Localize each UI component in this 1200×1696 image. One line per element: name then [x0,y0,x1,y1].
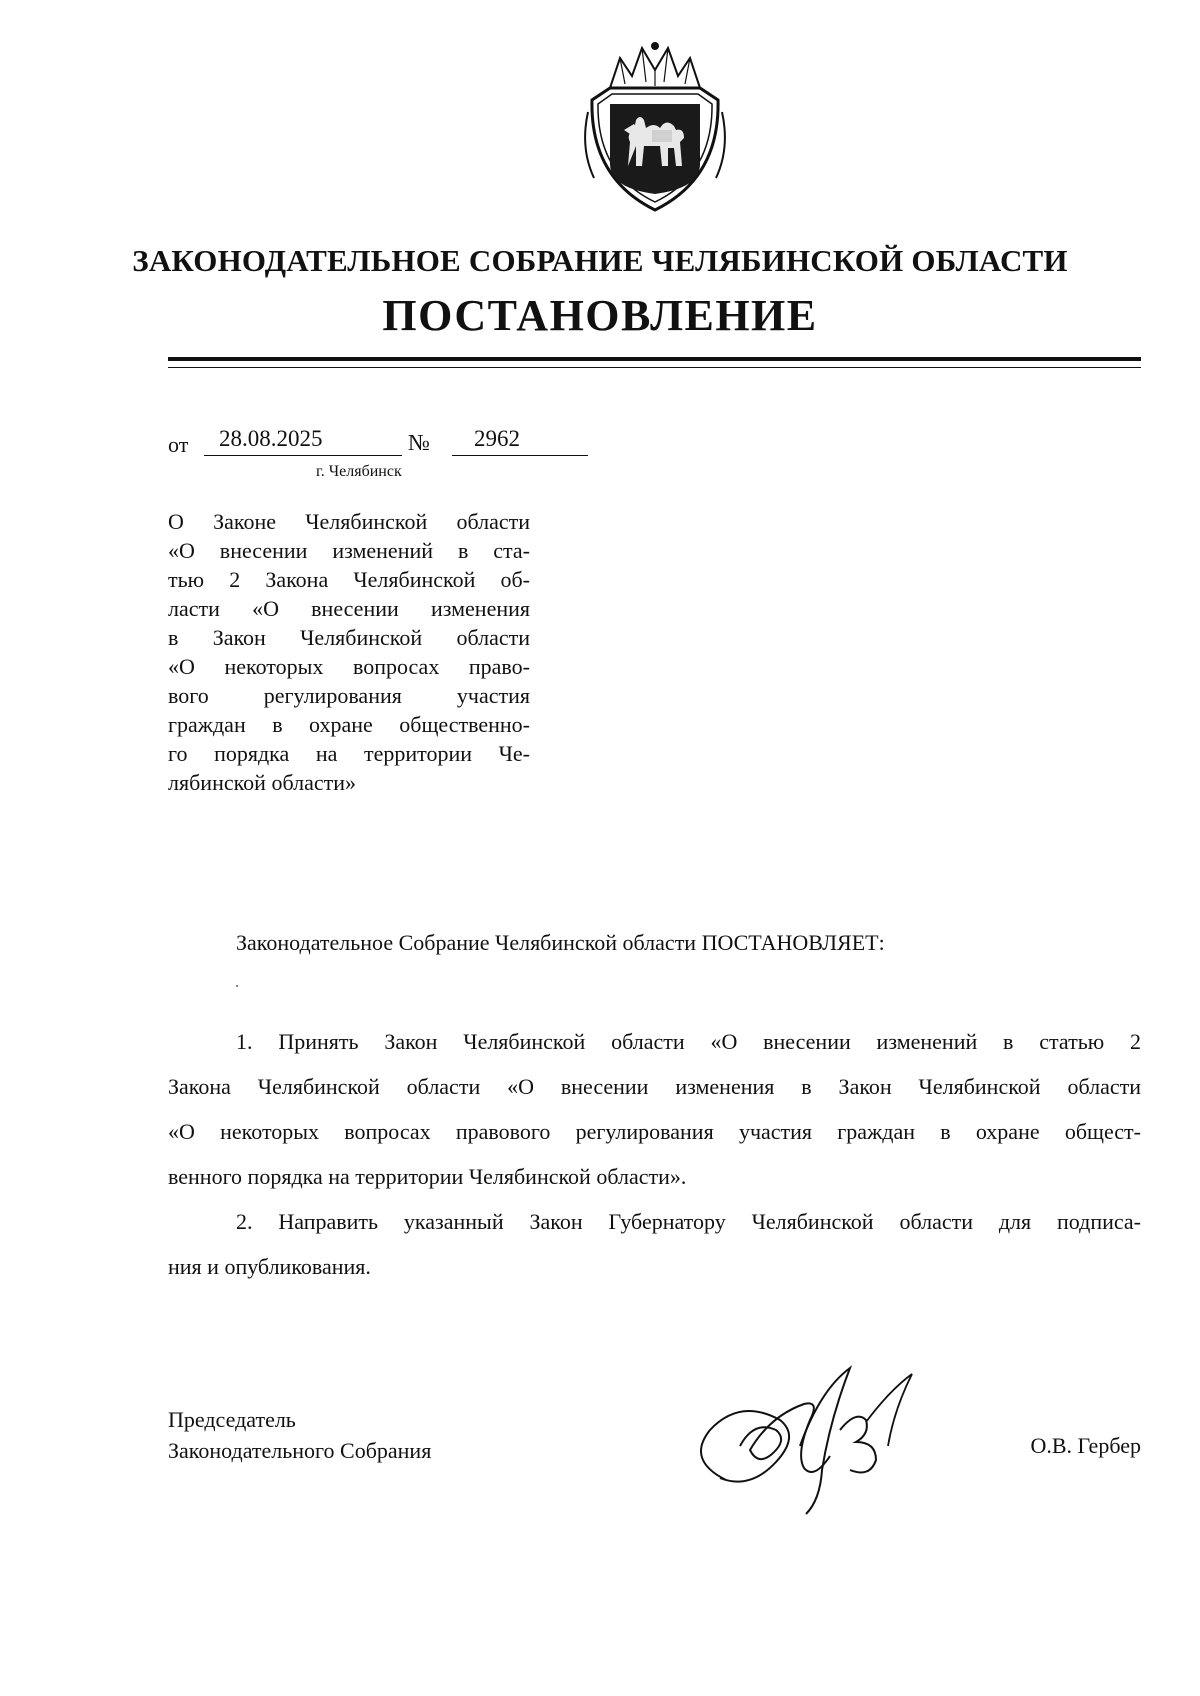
body-line: 2. Направить указанный Закон Губернатору Челябинской области для подписа- [236,1209,1141,1234]
subject-line: тью 2 Закона Челябинской об- [168,567,530,592]
document-date: 28.08.2025 [204,426,402,456]
document-type-title: ПОСТАНОВЛЕНИЕ [382,291,818,340]
subject-line: «О внесении изменений в ста- [168,538,530,563]
header-divider-thin [168,367,1141,368]
body-line: ния и опубликования. [168,1254,371,1279]
signatory-name: О.В. Гербер [1030,1433,1141,1458]
number-label: № [408,430,430,455]
subject-line: вого регулирования участия [168,683,530,708]
signatory-title-line: Председатель [168,1407,296,1432]
subject-line: О Законе Челябинской области [168,509,530,534]
document-number: 2962 [452,426,588,456]
subject-line: граждан в охране общественно- [168,712,530,737]
signatory-title [168,1404,431,1466]
subject-line: го порядка на территории Че- [168,741,530,766]
handwritten-signature-icon [680,1350,960,1520]
document-meta [168,426,588,460]
subject-line: в Закон Челябинской области [168,625,530,650]
document-city: г. Челябинск [316,463,402,480]
resolution-body [168,1019,1141,1289]
signatory-title-line: Законодательного Собрания [168,1438,432,1463]
document-subject [168,507,530,797]
coat-of-arms-icon [580,38,730,218]
subject-line: ласти «О внесении изменения [168,596,530,621]
body-line: венного порядка на территории Челябинской области». [168,1164,687,1189]
header-divider-thick [168,357,1141,361]
body-line: Закона Челябинской области «О внесении изменения в Закон Челябинской области [168,1074,1141,1099]
scan-artifact [236,985,238,987]
body-line: «О некоторых вопросах правового регулирования участия граждан в охране общест- [168,1119,1141,1144]
subject-line: «О некоторых вопросах право- [168,654,530,679]
organization-title: ЗАКОНОДАТЕЛЬНОЕ СОБРАНИЕ ЧЕЛЯБИНСКОЙ ОБЛАСТИ [132,243,1068,278]
preamble: Законодательное Собрание Челябинской области ПОСТАНОВЛЯЕТ: [236,930,885,955]
date-label: от [168,432,189,457]
body-line: 1. Принять Закон Челябинской области «О внесении изменений в статью 2 [236,1029,1141,1054]
subject-line: лябинской области» [168,770,356,795]
